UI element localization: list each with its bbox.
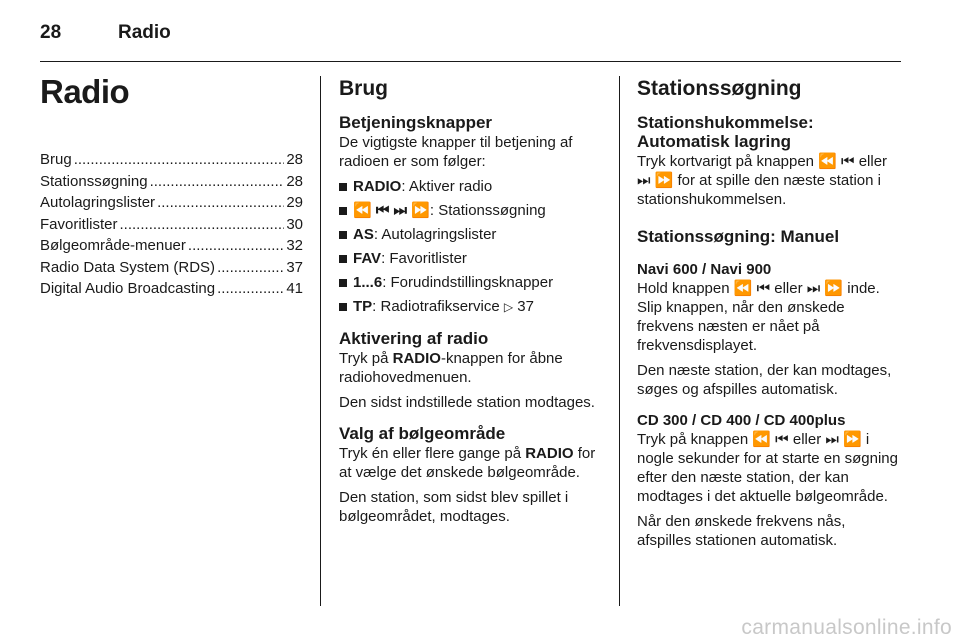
toc-item[interactable] (40, 279, 303, 301)
bullet-icon (339, 255, 347, 263)
toc-item-page: 32 (286, 237, 303, 254)
brug-column (339, 72, 606, 532)
toc-item-label: Digital Audio Broadcasting (40, 280, 216, 297)
control-desc: : Aktiver radio (401, 178, 493, 195)
toc-leader (217, 258, 284, 277)
controls-heading: Betjeningsknapper (339, 113, 493, 132)
list-item (339, 249, 606, 268)
toc-item-page: 28 (286, 151, 303, 168)
toc-leader (157, 193, 284, 212)
bullet-icon (339, 303, 347, 311)
bullet-icon (339, 183, 347, 191)
bullet-icon (339, 279, 347, 287)
activation-note: Den sidst indstillede station modtages. (339, 394, 595, 411)
control-desc: : Radiotrafikservice (372, 298, 500, 315)
control-desc: : Forudindstillingsknapper (382, 274, 554, 291)
watermark: carmanualsonline.info (741, 616, 952, 639)
list-item (339, 273, 606, 292)
toc-leader (150, 172, 285, 191)
toc-item[interactable] (40, 193, 303, 215)
toc-item-label: Stationssøgning (40, 172, 148, 190)
control-desc: : Autolagringslister (373, 226, 497, 243)
list-item (339, 177, 606, 196)
brug-heading: Brug (339, 77, 388, 100)
toc-item-page: 29 (286, 194, 303, 211)
toc-item[interactable] (40, 236, 303, 258)
manual-heading: Stationssøgning: Manuel (637, 227, 840, 246)
cd-note: Når den ønskede frekvens nås, afspilles stationen automatisk. (637, 513, 846, 549)
control-key: 1...6 (353, 274, 383, 291)
header-rule (40, 61, 901, 62)
navi-note: Den næste station, der kan modtages, søges og afspilles automatisk. (637, 362, 892, 398)
controls-list (339, 177, 606, 317)
controls-intro: De vigtigste knapper til betjening af radioen er som følger: (339, 134, 573, 170)
column-divider-2 (619, 76, 620, 606)
search-heading: Stationssøgning (637, 77, 802, 100)
toc-item-page: 37 (286, 258, 303, 276)
memory-heading: Stationshukommelse: Automatisk lagring (637, 113, 814, 151)
activation-text: Tryk på RADIO-knappen for åbne radiohovedmenuen. (339, 350, 563, 386)
column-divider-1 (320, 76, 321, 606)
toc-item-label: Bølgeområde-menuer (40, 237, 186, 254)
control-key: RADIO (353, 178, 402, 195)
control-desc: : Stationssøgning (429, 202, 546, 219)
toc-item-page: 30 (286, 215, 303, 233)
toc-item-label: Autolagringslister (40, 194, 156, 211)
navi-text: Hold knappen ⏪ ⏮ eller ⏭ ⏩ inde. Slip knappen, når den ønskede frekvens næsten er nået på frekvensdisplayet. (637, 280, 880, 354)
control-desc: : Favoritlister (381, 250, 467, 267)
page-reference[interactable]: 37 (517, 298, 534, 315)
toc-item[interactable] (40, 150, 303, 172)
list-item (339, 201, 606, 220)
control-key: TP (353, 298, 373, 315)
list-item (339, 297, 606, 317)
toc-leader (188, 236, 284, 255)
cd-heading: CD 300 / CD 400 / CD 400plus (637, 412, 846, 429)
band-heading: Valg af bølgeområde (339, 424, 506, 443)
section-title: Radio (118, 22, 171, 43)
cd-text: Tryk på knappen ⏪ ⏮ eller ⏭ ⏩ i nogle sekunder for at starte en søgning efter den næste station, der kan modtages i det aktuelle bølgeområde. (637, 431, 898, 505)
toc-item-label: Favoritlister (40, 215, 118, 233)
toc-item-label: Brug (40, 151, 72, 168)
page-reference-icon: ▷ (503, 300, 514, 314)
bullet-icon (339, 207, 347, 215)
seek-buttons-icon: ⏪ ⏮ ⏭ ⏩ (353, 202, 430, 219)
band-note: Den station, som sidst blev spillet i bølgeområdet, modtages. (339, 489, 569, 525)
activation-heading: Aktivering af radio (339, 329, 489, 348)
toc-leader (217, 279, 284, 298)
control-key: AS (353, 226, 374, 243)
toc-item[interactable] (40, 258, 303, 280)
chapter-title: Radio (40, 73, 130, 110)
memory-text: Tryk kortvarigt på knappen ⏪ ⏮ eller ⏭ ⏩ for at spille den næste station i stationshukommelsen. (637, 153, 888, 208)
toc-leader (120, 215, 285, 234)
toc-item-label: Radio Data System (RDS) (40, 258, 216, 276)
toc-column (40, 72, 303, 301)
toc-item-page: 41 (286, 280, 303, 297)
band-text: Tryk én eller flere gange på RADIO for at vælge det ønskede bølgeområde. (339, 445, 596, 481)
toc-list (40, 150, 303, 301)
bullet-icon (339, 231, 347, 239)
radio-key: RADIO (525, 445, 574, 462)
toc-item-page: 28 (286, 172, 303, 190)
list-item (339, 225, 606, 244)
toc-item[interactable] (40, 172, 303, 194)
search-column (637, 72, 901, 556)
toc-item[interactable] (40, 215, 303, 237)
toc-leader (74, 150, 285, 169)
radio-key: RADIO (392, 350, 441, 367)
navi-heading: Navi 600 / Navi 900 (637, 261, 772, 278)
page-number: 28 (40, 22, 62, 43)
control-key: FAV (353, 250, 382, 267)
